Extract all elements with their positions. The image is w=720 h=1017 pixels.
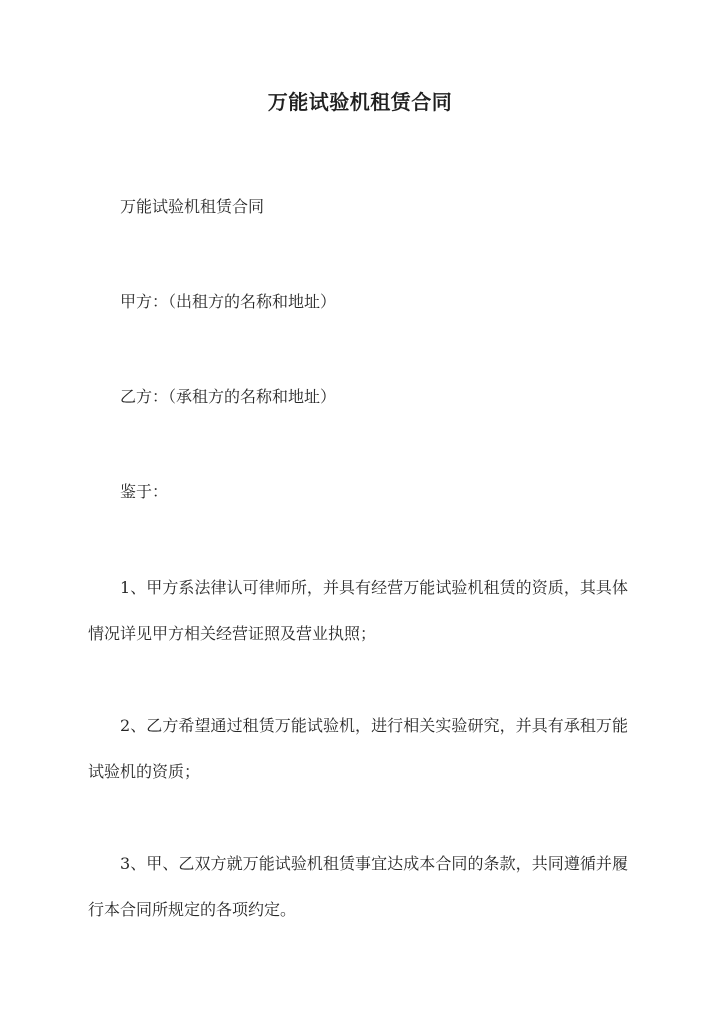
whereas-heading: 鉴于：: [120, 482, 169, 501]
document-title: 万能试验机租赁合同: [267, 90, 453, 114]
clause-2: 2、乙方希望通过租赁万能试验机，进行相关实验研究，并具有承租万能试验机的资质；: [88, 716, 628, 781]
clause-3: 3、甲、乙双方就万能试验机租赁事宜达成本合同的条款，共同遵循并履行本合同所规定的各项约定。: [88, 854, 628, 919]
document-subtitle: 万能试验机租赁合同: [120, 197, 265, 216]
party-b-line: 乙方：（承租方的名称和地址）: [120, 387, 337, 406]
clause-1: 1、甲方系法律认可律师所，并具有经营万能试验机租赁的资质，其具体情况详见甲方相关经营证照及营业执照；: [88, 578, 628, 643]
party-a-line: 甲方：（出租方的名称和地址）: [120, 292, 337, 311]
